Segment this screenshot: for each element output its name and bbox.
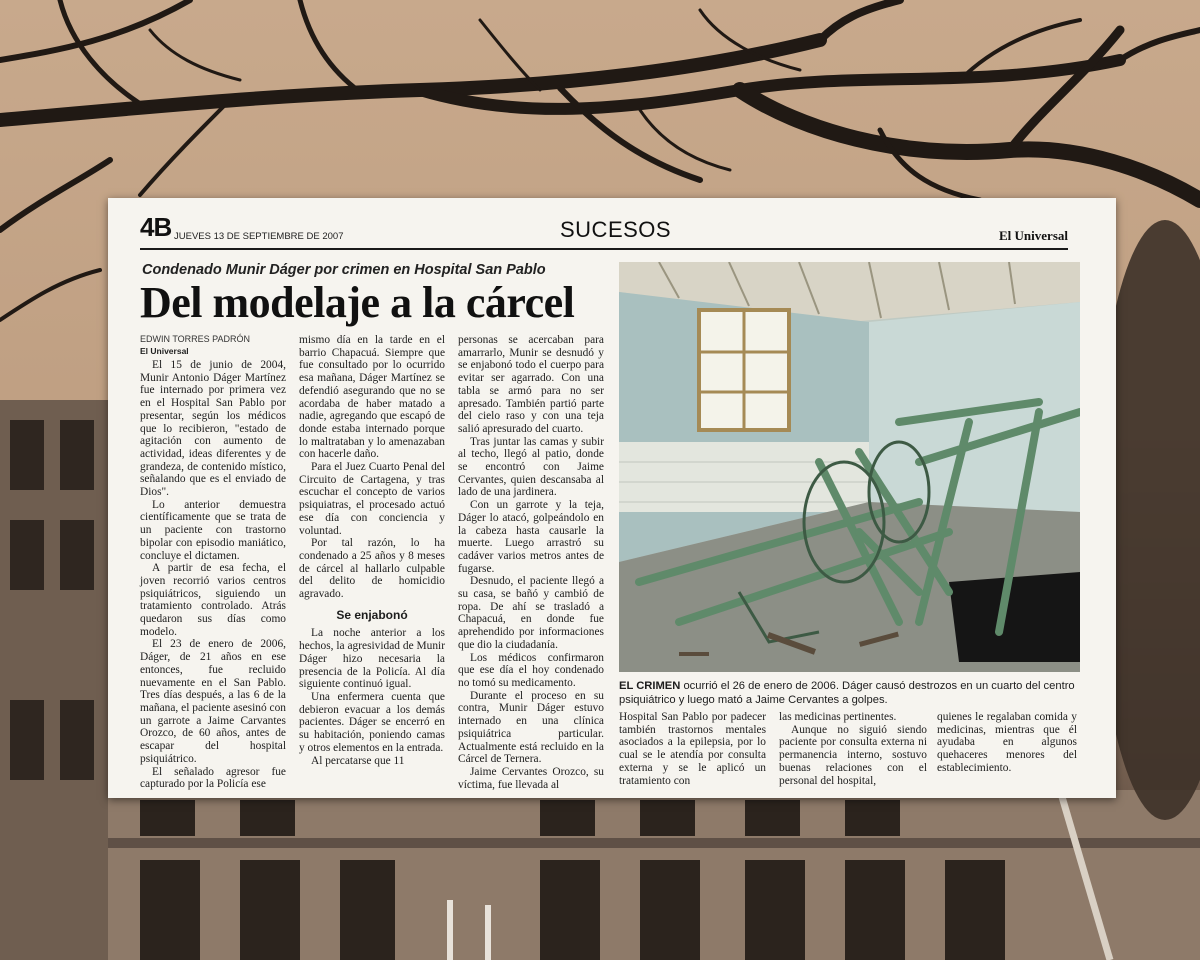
paragraph: Al percatarse que 11 <box>311 754 405 767</box>
article-headline: Del modelaje a la cárcel <box>140 278 575 327</box>
paragraph: Hospital San Pablo por padecer también trastornos mentales asociados a la epilepsia, por lo cual se le atendía por consulta externa y se le aplicó un tratamiento con <box>619 711 766 787</box>
article-column-1 <box>140 334 286 791</box>
paragraph: Aunque no siguió siendo paciente por consulta externa ni permanencia interno, sostuvo buenas relaciones con el personal del hospital, <box>779 723 927 787</box>
paragraph: personas se acercaban para amarrarlo, Munir se desnudó y se enjabonó todo el cuerpo para evitar ser agarrado. Con una tabla se armó para no ser apresado. También partió parte del cielo raso y con una teja salió apresurado del cuarto. <box>458 334 604 435</box>
page-masthead <box>140 210 1068 250</box>
section-title: SUCESOS <box>560 217 672 242</box>
article-column-6 <box>937 711 1077 775</box>
paragraph: mismo día en la tarde en el barrio Chapacuá. Siempre que fue consultado por lo ocurrido esa mañana, Dáger Martínez se defendió asegurando que no se acordaba de haber matado a nadie, agregando que escapó de donde estaba internado porque lo maltrataban y lo amenazaban con hacerle daño. <box>299 334 445 461</box>
article-column-2 <box>299 334 445 767</box>
paragraph: Con un garrote y la teja, Dáger lo atacó, golpeándolo en la cabeza hasta causarle la muerte. Luego arrastró su cadáver varios metros antes de fugarse. <box>458 499 604 575</box>
byline-publication: El Universal <box>140 346 189 356</box>
byline: EDWIN TORRES PADRÓN <box>140 334 251 344</box>
photo-caption <box>619 680 1080 707</box>
article-kicker: Condenado Munir Dáger por crimen en Hospital San Pablo <box>142 262 546 278</box>
paragraph: El 15 de junio de 2004, Munir Antonio Dáger Martínez fue internado por primera vez en el Hospital San Pablo por presentar, según los médicos que lo recibieron, "estado de agitación con aumento de actividad, ideas diferentes y de grandeza, de contenido místico, señalando que es el enviado de Dios". <box>140 359 286 499</box>
paragraph: El señalado agresor fue capturado por la Policía ese <box>140 765 286 791</box>
paragraph: Jaime Cervantes Orozco, su víctima, fue llevada al <box>458 765 604 791</box>
crime-scene-photo <box>619 262 1080 672</box>
article-column-3 <box>458 334 604 791</box>
paragraph: Por tal razón, lo ha condenado a 25 años y 8 meses de cárcel al hallarlo culpable del delito de homicidio agravado. <box>299 537 445 601</box>
article-subhead: Se enjabonó <box>336 607 408 622</box>
paragraph: La noche anterior a los hechos, la agresividad de Munir Dáger hizo necesaria la presencia de la Policía. Al día siguiente continuó igual. <box>299 627 445 691</box>
paragraph: A partir de esa fecha, el joven recorrió varios centros psiquiátricos, siguiendo un tratamiento controlado. Atrás quedaron sus días como modelo. <box>140 562 286 638</box>
caption-lead: EL CRIMEN <box>619 680 681 692</box>
paragraph: Los médicos confirmaron que ese día el hoy condenado no tomó su medicamento. <box>458 651 604 689</box>
paragraph: Una enfermera cuenta que debieron evacuar a los demás pacientes. Dáger se encerró en su habitación, poniendo camas y otros elementos en la entrada. <box>299 690 445 754</box>
paragraph: El 23 de enero de 2006, Dáger, de 21 años en ese entonces, fue recluido nuevamente en el San Pablo. Tres días después, a las 6 de la mañana, el paciente asesinó con un garrote a Jaime Carvantes Orozco, de 60 años, antes de escapar del hospital psiquiátrico. <box>140 638 286 765</box>
paragraph: Desnudo, el paciente llegó a su casa, se bañó y cambió de ropa. De ahí se trasladó a Chapacuá, en donde fue aprehendido por informaciones que dio la ciudadanía. <box>458 575 604 651</box>
page-number: 4B <box>140 212 172 242</box>
publication-name: El Universal <box>999 228 1068 243</box>
paragraph: Lo anterior demuestra científicamente que se trata de un paciente con trastorno bipolar con episodio maniático, concluye el dictamen. <box>140 498 286 562</box>
issue-date: JUEVES 13 DE SEPTIEMBRE DE 2007 <box>174 231 344 242</box>
caption-text: ocurrió el 26 de enero de 2006. Dáger causó destrozos en un cuarto del centro psiquiátrico y luego mató a Jaime Cervantes a golpes. <box>619 680 1075 706</box>
newspaper-clipping <box>108 198 1116 798</box>
article-column-5 <box>779 711 927 787</box>
crime-scene-illustration <box>619 262 1080 672</box>
paragraph: Tras juntar las camas y subir al techo, llegó al patio, donde se encontró con Jaime Cervantes, quien descansaba al lado de una jardinera. <box>458 435 604 499</box>
paragraph: Durante el proceso en su contra, Munir Dáger estuvo internado en una clínica psiquiátrica particular. Actualmente está recluido en la Cárcel de Ternera. <box>458 689 604 766</box>
paragraph: Para el Juez Cuarto Penal del Circuito de Cartagena, y tras escuchar el concepto de varios psiquiatras, el procesado actuó ese día con conciencia y voluntad. <box>299 461 445 537</box>
paragraph: quienes le regalaban comida y medicinas, mientras que él ayudaba en algunos quehaceres menores del establecimiento. <box>937 711 1077 774</box>
article-column-4 <box>619 711 766 787</box>
paragraph: las medicinas pertinentes. <box>779 711 897 723</box>
